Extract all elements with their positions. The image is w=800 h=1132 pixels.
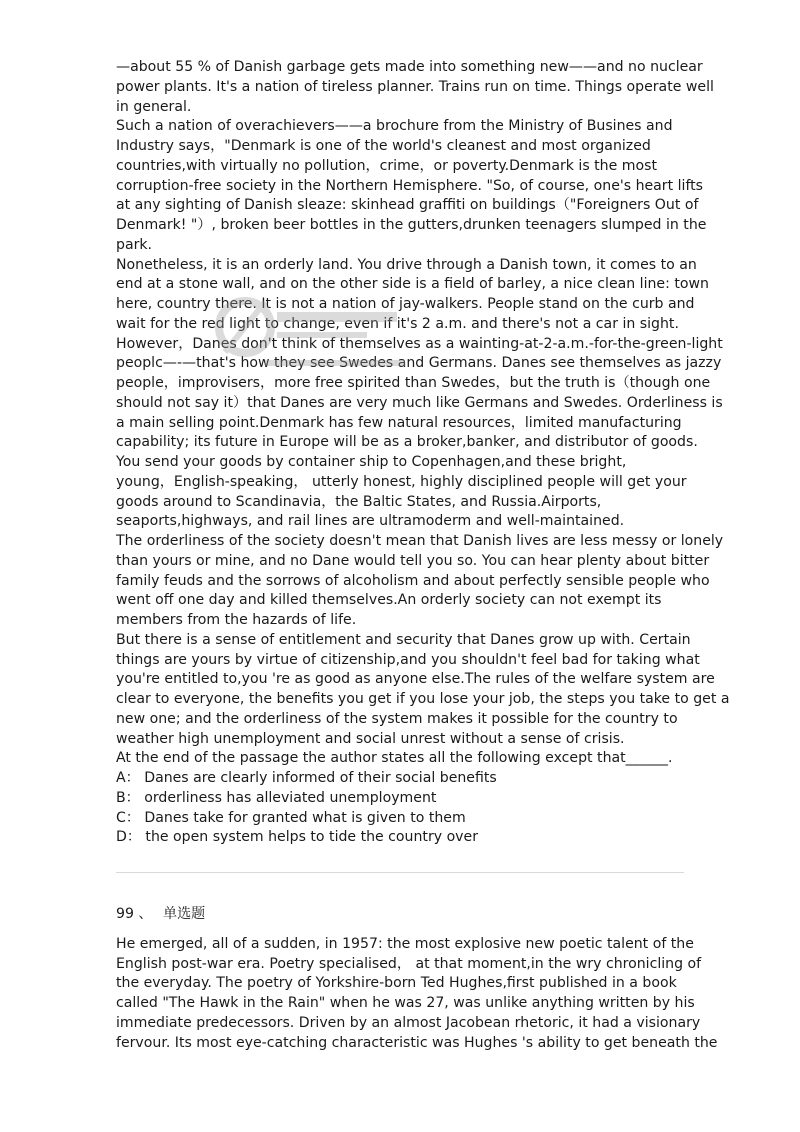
answer-option-d[interactable]: D： the open system helps to tide the country over — [116, 829, 478, 846]
answer-option-a[interactable]: A： Danes are clearly informed of their social benefits — [116, 770, 497, 786]
passage-line: Denmark! "）, broken beer bottles in the gutters,drunken teenagers slumped in the — [116, 217, 707, 233]
passage-line: Nonetheless, it is an orderly land. You drive through a Danish town, it comes to an — [116, 256, 697, 273]
passage-line: a main selling point.Denmark has few natural resources，limited manufacturing — [116, 414, 682, 431]
passage-line: The orderliness of the society doesn't mean that Danish lives are less messy or lonely — [116, 533, 724, 549]
passage-line: called "The Hawk in the Rain" when he was 27, was unlike anything written by his — [116, 995, 695, 1011]
passage-line: But there is a sense of entitlement and security that Danes grow up with. Certain — [116, 631, 691, 648]
passage-line: peoplc—-—that's how they see Swedes and Germans. Danes see themselves as jazzy — [116, 355, 722, 372]
passage-line: Such a nation of overachievers——a brochure from the Ministry of Busines and — [116, 118, 673, 135]
passage-line: young，English-speaking， utterly honest, highly disciplined people will get your — [116, 473, 687, 490]
answer-option-b[interactable]: B： orderliness has alleviated unemployment — [116, 789, 437, 806]
passage-line: fervour. Its most eye-catching characteristic was Hughes 's ability to get beneath the — [116, 1034, 718, 1051]
passage-line: capability; its future in Europe will be as a broker,banker, and distributor of goods. — [116, 434, 698, 451]
passage-text — [116, 58, 730, 848]
question-type: 单选题 — [163, 906, 206, 922]
passage-line: clear to everyone, the benefits you get if you lose your job, the steps you take to get a — [116, 691, 730, 707]
passage-line: countries,with virtually no pollution，crime，or poverty.Denmark is the most — [116, 157, 657, 174]
passage-line: went off one day and killed themselves.An orderly society can not exempt its — [116, 592, 662, 609]
passage-line: family feuds and the sorrows of alcoholism and about perfectly sensible people who — [116, 572, 710, 589]
passage-line: the everyday. The poetry of Yorkshire-born Ted Hughes,first published in a book — [116, 975, 677, 992]
passage-line: corruption-free society in the Northern Hemisphere. "So, of course, one's heart lifts — [116, 177, 704, 194]
passage-line: you're entitled to,you 're as good as anyone else.The rules of the welfare system are — [116, 671, 715, 688]
passage-line: things are yours by virtue of citizenship,and you shouldn't feel bad for taking what — [116, 651, 700, 668]
passage-line: end at a stone wall, and on the other side is a field of barley, a nice clean line: town — [116, 276, 709, 293]
passage-line: should not say it）that Danes are very much like Germans and Swedes. Orderliness is — [116, 394, 723, 411]
passage-line: in general. — [116, 98, 192, 115]
section-divider — [116, 872, 684, 873]
passage-line: members from the hazards of life. — [116, 612, 357, 628]
passage-line: new one; and the orderliness of the system makes it possible for the country to — [116, 710, 678, 727]
passage-line: power plants. It's a nation of tireless planner. Trains run on time. Things operate well — [116, 78, 714, 95]
passage-line: wait for the red light to change, even if it's 2 a.m. and there's not a car in sight. — [116, 315, 679, 332]
passage-line: here, country there. It is not a nation of jay-walkers. People stand on the curb and — [116, 296, 695, 312]
passage-line: English post-war era. Poetry specialised， at that moment,in the wry chronicling of — [116, 955, 702, 972]
passage-line: However，Danes don't think of themselves as a wainting-at-2-a.m.-for-the-green-light — [116, 335, 723, 352]
question-99 — [116, 905, 718, 1053]
passage-line: immediate predecessors. Driven by an almost Jacobean rhetoric, it had a visionary — [116, 1014, 701, 1031]
answer-option-c[interactable]: C： Danes take for granted what is given to them — [116, 809, 466, 826]
question-stem: At the end of the passage the author states all the following except that______. — [116, 750, 673, 767]
passage-line: Industry says，"Denmark is one of the world's cleanest and most organized — [116, 138, 651, 154]
passage-line: weather high unemployment and social unrest without a sense of crisis. — [116, 730, 625, 747]
passage-line: at any sighting of Danish sleaze: skinhead graffiti on buildings（"Foreigners Out of — [116, 197, 699, 214]
passage-line: park. — [116, 236, 153, 253]
passage-line: He emerged, all of a sudden, in 1957: the most explosive new poetic talent of the — [116, 935, 694, 952]
passage-line: —about 55 % of Danish garbage gets made into something new——and no nuclear — [116, 59, 703, 75]
question-number: 99 、 — [116, 906, 153, 922]
passage-line: You send your goods by container ship to Copenhagen,and these bright, — [116, 454, 627, 470]
passage-line: seaports,highways, and rail lines are ultramoderm and well-maintained. — [116, 513, 625, 530]
passage-line: people，improvisers，more free spirited than Swedes，but the truth is（though one — [116, 375, 711, 391]
question-header — [116, 905, 688, 925]
passage-line: than yours or mine, and no Dane would tell you so. You can hear plenty about bitter — [116, 552, 710, 569]
passage-line: goods around to Scandinavia，the Baltic States, and Russia.Airports, — [116, 493, 602, 510]
